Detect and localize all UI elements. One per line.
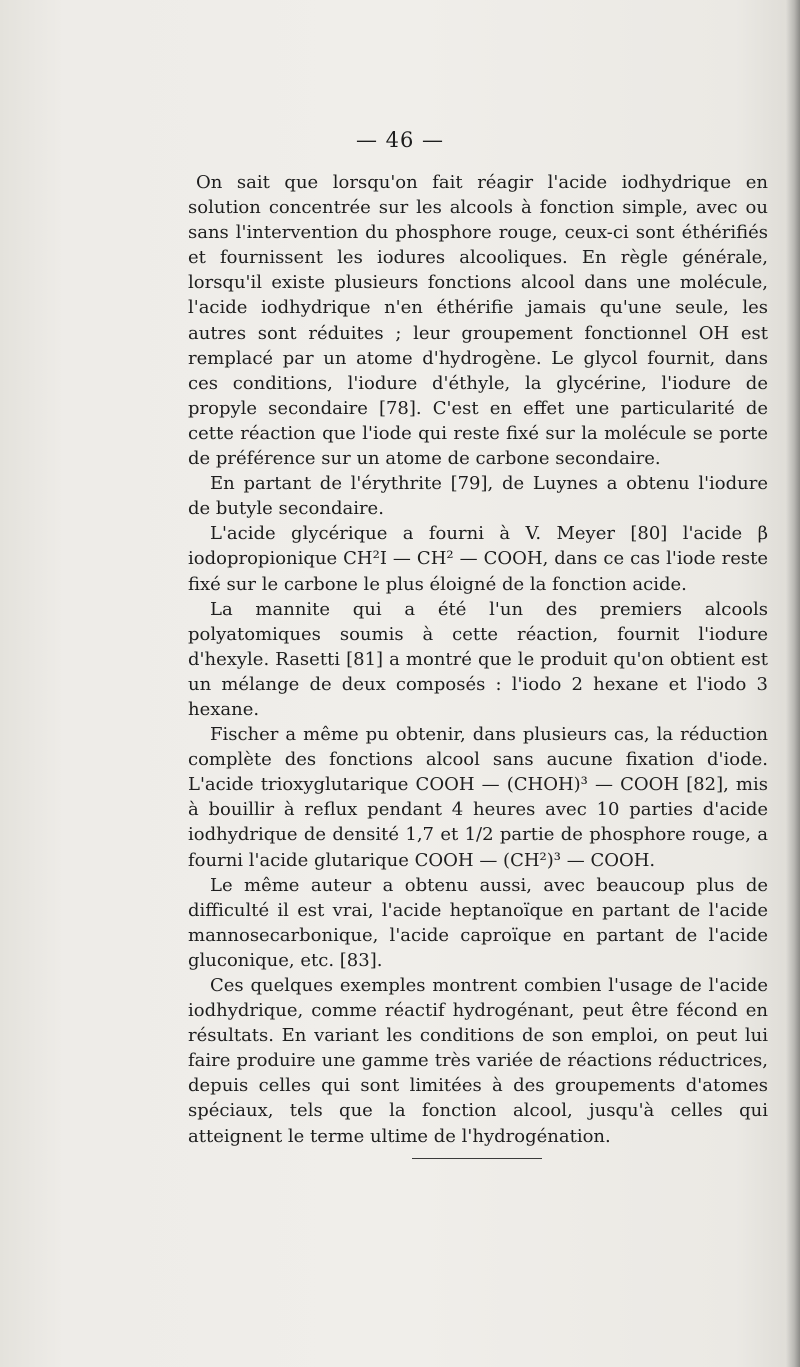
paragraph-3: L'acide glycérique a fourni à V. Meyer [80] l'acide β iodopropionique CH²I — CH² — COOH, dans ce cas l'iode reste fixé sur le carbone le plus éloigné de la fonction acide. <box>188 523 768 595</box>
paragraph-7: Ces quelques exemples montrent combien l'usage de l'acide iodhydrique, comme réactif hydrogénant, peut être fécond en résultats. En variant les conditions de son emploi, on peut lui faire produire une gamme très variée de réactions réductrices, depuis celles qui sont limitées à des groupements d'atomes spéciaux, tels que la fonction alcool, jusqu'à celles qui atteignent le terme ultime de l'hydrogénation. <box>188 975 768 1147</box>
page-number: — 46 — <box>355 128 445 152</box>
paragraph-2: En partant de l'érythrite [79], de Luynes a obtenu l'iodure de butyle secondaire. <box>188 473 768 520</box>
paragraph-4: La mannite qui a été l'un des premiers alcools polyatomiques soumis à cette réaction, fournit l'iodure d'hexyle. Rasetti [81] a montré que le produit qu'on obtient est un mélange de deux composés : l'iodo 2 hexane et l'iodo 3 hexane. <box>188 598 768 720</box>
paragraph-6: Le même auteur a obtenu aussi, avec beaucoup plus de difficulté il est vrai, l'acide heptanoïque en partant de l'acide mannosecarbonique, l'acide caproïque en partant de l'acide gluconique, etc. [83]. <box>188 874 768 971</box>
page-edge-shadow <box>786 0 800 1367</box>
paragraph-1: On sait que lorsqu'on fait réagir l'acide iodhydrique en solution concentrée sur les alcools à fonction simple, avec ou sans l'intervention du phosphore rouge, ceux-ci sont éthérifiés et fournissent les iodures alcooliques. En règle générale, lorsqu'il existe plusieurs fonctions alcool dans une molécule, l'acide iodhydrique n'en éthérifie jamais qu'une seule, les autres sont réduites ; leur groupement fonctionnel OH est remplacé par un atome d'hydrogène. Le glycol fournit, dans ces conditions, l'iodure d'éthyle, la glycérine, l'iodure de propyle secondaire [78]. C'est en effet une particularité de cette réaction que l'iode qui reste fixé sur la molécule se porte de préférence sur un atome de carbone secondaire. <box>188 172 768 470</box>
paragraph-5: Fischer a même pu obtenir, dans plusieurs cas, la réduction complète des fonctions alcool sans aucune fixation d'iode. L'acide trioxyglutarique COOH — (CHOH)³ — COOH [82], mis à bouillir à reflux pendant 4 heures avec 10 parties d'acide iodhydrique de densité 1,7 et 1/2 partie de phosphore rouge, a fourni l'acide glutarique COOH — (CH²)³ — COOH. <box>188 724 768 871</box>
end-rule <box>412 1158 542 1159</box>
body-text <box>188 170 768 1149</box>
